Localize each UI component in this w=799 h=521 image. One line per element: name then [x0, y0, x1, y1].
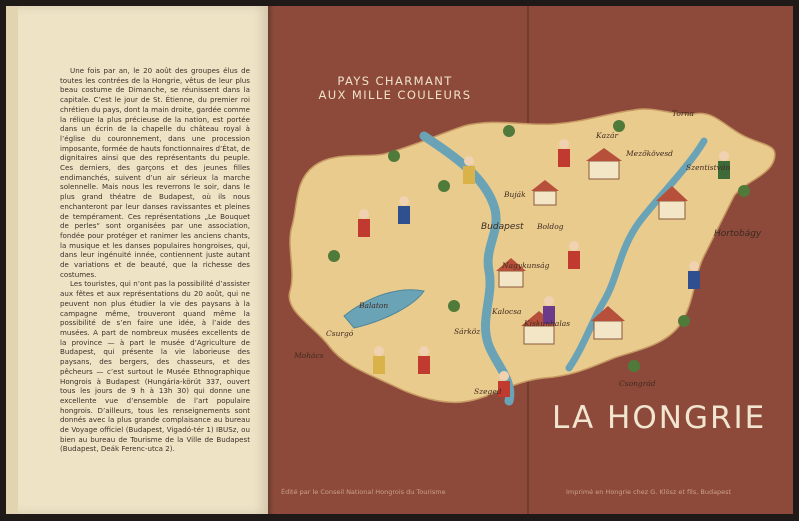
publisher-note: Édité par le Conseil National Hongrois du Tourisme: [281, 488, 446, 496]
label-boldog: Boldog: [537, 222, 564, 231]
label-budapest: Budapest: [481, 222, 524, 232]
label-bujak: Buják: [504, 190, 526, 199]
label-torna: Torna: [672, 109, 694, 118]
label-sarkoz: Sárköz: [454, 327, 481, 336]
label-szeged: Szeged: [474, 387, 502, 396]
paragraph-2: Les touristes, qui n’ont pas la possibilité d’assister aux fêtes et aux représentations du 20 août, qui ne peuvent non plus étudier la vie des paysans à la campagne même, trouveront quand même la possibilité de s’en faire une idée, à l’aide des musées. A part de nombreux musées excellents de la province — à part le musée d’Agriculture de Budapest, qui présente la vie laborieuse des paysans, des bergers, des chasseurs, et des pêcheurs — c’est surtout le Musée Ethnographique Hongrois à Budapest (Hungária-körút 337, ouvert tous les jours de 9 h à 13h 30) qui donne une excellente vue d’ensemble de l’art populaire hongrois. D’ailleurs, tous les renseignements sont donnés avec la plus grande complaisance au bureau de Voyage officiel (Budapest, Vigadó-tér 1) IBUSz, ou bien au bureau de Tourisme de la Ville de Budapest (Budapest, Deák Ferenc-utca 2).: [60, 279, 250, 454]
tagline-line-2: AUX MILLE COULEURS: [318, 88, 472, 102]
label-csurgo: Csurgó: [326, 329, 354, 338]
label-hortobagy: Hortobágy: [714, 229, 762, 239]
label-kalocsa: Kalocsa: [492, 307, 522, 316]
label-balaton: Balaton: [359, 301, 389, 310]
left-page-edge: [6, 6, 18, 514]
hungary-map: [274, 96, 793, 416]
cover-title: LA HONGRIE: [552, 400, 767, 436]
paragraph-1: Une fois par an, le 20 août des groupes élus de toutes les contrées de la Hongrie, vêtus de leur plus beau costume de Dimanche, se réunissent dans la capitale. C’est le jour de St. Étienne, du premier roi chrétien du pays, dont la main droite, gardée comme la rélique la plus précieuse de la nation, est portée dans un écrin de la chapelle du château royal à l’église du couronnement, dans une procession imposante, formée de hauts fonctionnaires d’État, de dignitaires ainsi que des représentants du peuple. Ces derniers, des garçons et des jeunes filles endimanchés, suivent d’un air sérieux la marche solennelle. Mais nous les reverrons le soir, dans le plus grand théatre de Budapest, où ils nous enchanteront par leur danses ravissantes et pleines de tempérament. Ces représentations „Le Bouquet de perles“ sont organisées par une association, fondée pour protéger et ranimer les anciens chants, la musique et les danses populaires hongroises, qui, dans leur ingénuité innée, contiennent juste autant de variations et de beauté, que la richesse des costumes.: [60, 66, 250, 279]
label-mezokovesd: Mezőkövesd: [626, 149, 673, 158]
printer-note: Imprimé en Hongrie chez G. Klösz et fils, Budapest: [566, 488, 732, 496]
tagline-line-1: PAYS CHARMANT: [337, 74, 453, 88]
label-szentistvan: Szentistván: [686, 163, 731, 172]
label-csongrad: Csongrád: [619, 379, 656, 388]
label-nagykunsag: Nagykunság: [502, 261, 550, 270]
article-text: [60, 66, 250, 454]
label-mohacs: Mohács: [294, 351, 324, 360]
label-kiskunhalas: Kiskunhalas: [524, 319, 571, 328]
label-kazar: Kazár: [596, 131, 619, 140]
hungary-map-illustration: [274, 96, 793, 416]
map-land: [289, 109, 775, 402]
